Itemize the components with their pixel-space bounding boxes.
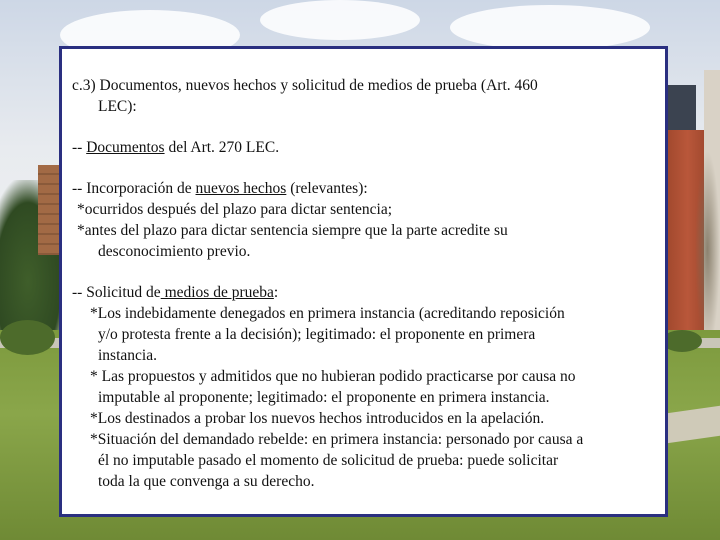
evidence-line: toda la que convenga a su derecho. (98, 473, 315, 490)
documents-suffix: del Art. 270 LEC. (164, 139, 280, 156)
new-facts-subitem: *ocurridos después del plazo para dictar sentencia; (77, 201, 393, 218)
section-heading (72, 75, 664, 117)
evidence-line: *Los destinados a probar los nuevos hechos introducidos en la apelación. (90, 410, 545, 427)
cloud (450, 5, 650, 50)
evidence-line: * Las propuestos y admitidos que no hubieran podido practicarse por causa no (90, 368, 576, 385)
documents-term: Documentos (86, 139, 165, 156)
documents-item (72, 137, 664, 158)
evidence-prefix: -- Solicitud de (72, 284, 161, 301)
new-facts-subitem: *antes del plazo para dictar sentencia siempre que la parte acredite su (77, 222, 508, 239)
heading-line-1: c.3) Documentos, nuevos hechos y solicitud de medios de prueba (Art. 460 (72, 77, 538, 94)
cloud (260, 0, 420, 40)
evidence-suffix: : (273, 284, 279, 301)
evidence-item (72, 282, 664, 303)
evidence-line: *Situación del demandado rebelde: en primera instancia: personado por causa a (90, 431, 584, 448)
bush (662, 330, 702, 352)
new-facts-prefix: -- Incorporación de (72, 180, 196, 197)
new-facts-term: nuevos hechos (195, 180, 287, 197)
heading-line-2: LEC): (98, 98, 137, 115)
new-facts-item (72, 178, 664, 199)
new-facts-suffix: (relevantes): (286, 180, 368, 197)
tree (695, 150, 720, 350)
evidence-line: imputable al proponente; legitimado: el proponente en primera instancia. (98, 389, 550, 406)
slide-text-panel (59, 46, 668, 517)
evidence-line: instancia. (98, 347, 157, 364)
bullet-prefix: -- (72, 139, 87, 156)
new-facts-subitem-continuation: desconocimiento previo. (98, 243, 251, 260)
bush (0, 320, 55, 355)
evidence-line: y/o protesta frente a la decisión); legitimado: el proponente en primera (98, 326, 536, 343)
evidence-term: medios de prueba (160, 284, 274, 301)
evidence-line: él no imputable pasado el momento de solicitud de prueba: puede solicitar (98, 452, 559, 469)
evidence-line: *Los indebidamente denegados en primera instancia (acreditando reposición (90, 305, 565, 322)
slide-content (72, 75, 664, 492)
